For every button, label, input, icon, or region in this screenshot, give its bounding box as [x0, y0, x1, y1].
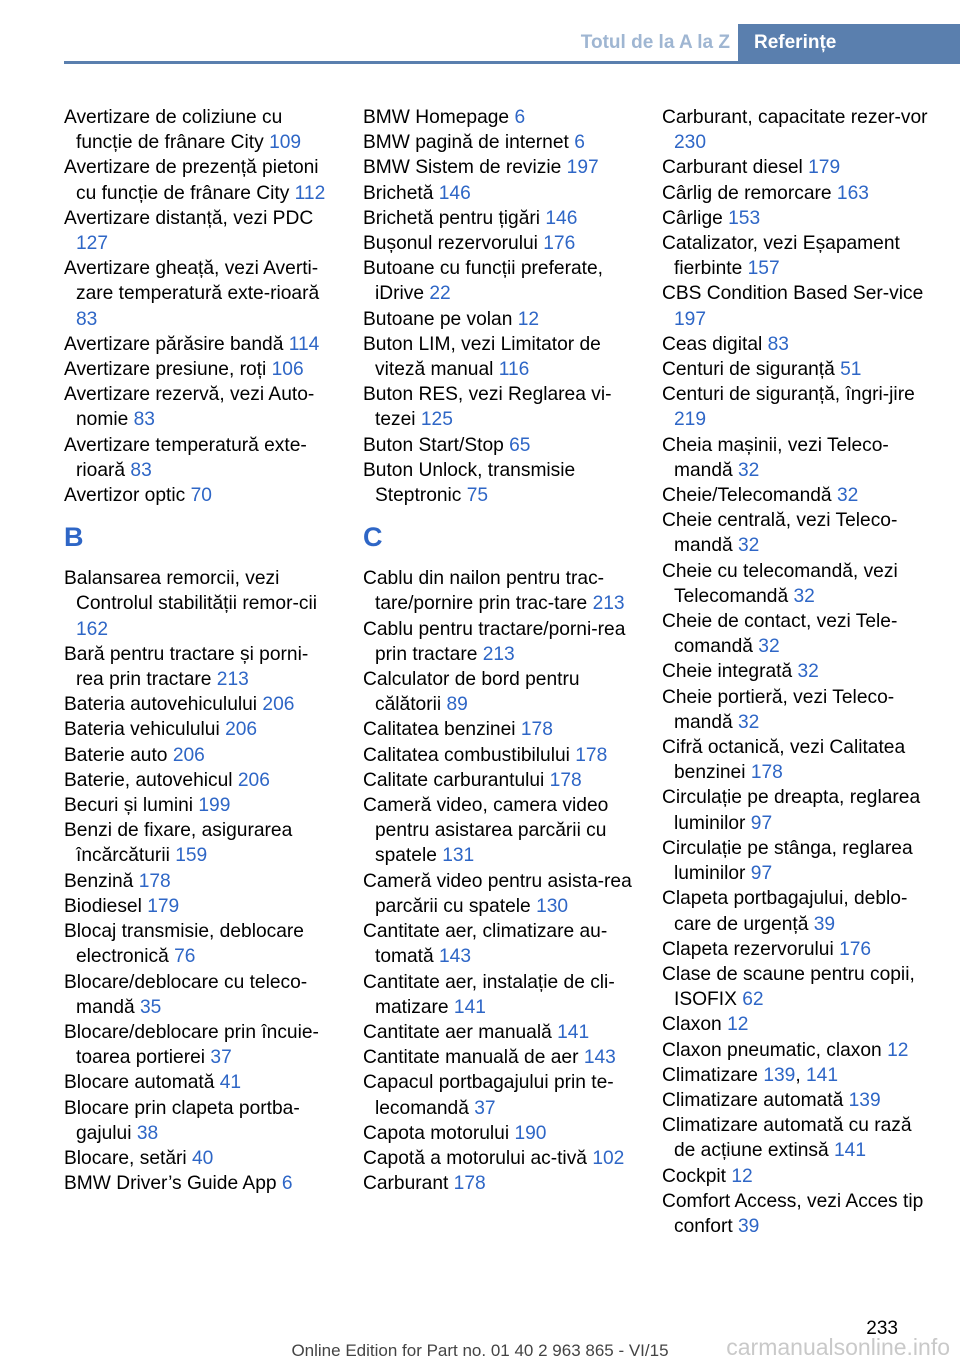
- page-link[interactable]: 32: [793, 585, 815, 607]
- index-entry: [64, 566, 334, 642]
- index-entry: [662, 785, 932, 835]
- index-term: Calculator de bord pentru călătorii: [363, 669, 580, 716]
- index-term: Brichetă pentru țigări: [363, 207, 541, 229]
- page-link[interactable]: 153: [728, 207, 761, 229]
- index-term: Balansarea remorcii, vezi Controlul stabilității remor-cii: [64, 568, 317, 615]
- page-link[interactable]: 176: [543, 233, 576, 255]
- page-link[interactable]: 106: [271, 359, 304, 381]
- index-term: Cablu din nailon pentru trac-tare/pornire prin trac-tare: [363, 568, 605, 615]
- index-entry: [662, 483, 932, 508]
- index-entry: [363, 307, 633, 332]
- page-link[interactable]: 12: [727, 1014, 749, 1036]
- page-link[interactable]: 89: [446, 694, 468, 716]
- section-letter: B: [64, 522, 84, 553]
- index-entry: [363, 1045, 633, 1070]
- page-link[interactable]: 37: [474, 1097, 496, 1119]
- index-entry: [363, 970, 633, 1020]
- index-term: Avertizare gheață, vezi Averti-zare temperatură exte-rioară: [64, 258, 320, 305]
- index-entry: [662, 685, 932, 735]
- index-entry: [363, 181, 633, 206]
- index-entry: [64, 155, 334, 205]
- page-link[interactable]: 39: [738, 1215, 760, 1237]
- page-link[interactable]: 83: [767, 333, 789, 355]
- index-entry: [662, 382, 932, 432]
- page-link[interactable]: 12: [731, 1165, 753, 1187]
- page-link[interactable]: 83: [76, 308, 98, 330]
- index-term: Butoane cu funcții preferate, iDrive: [363, 258, 603, 305]
- page-link[interactable]: 178: [549, 769, 582, 791]
- index-term: Carburant, capacitate rezer-vor: [662, 107, 928, 128]
- index-entry: [662, 937, 932, 962]
- index-term: Catalizator, vezi Eșapament fierbinte: [662, 233, 900, 280]
- page-link[interactable]: 219: [674, 409, 707, 431]
- page-link[interactable]: 213: [592, 593, 625, 615]
- index-entry: [363, 1146, 633, 1171]
- index-entry: [363, 793, 633, 869]
- index-term: BMW Sistem de revizie: [363, 157, 562, 179]
- page-link[interactable]: 197: [674, 308, 707, 330]
- header-section-tab[interactable]: Totul de la A la Z: [580, 32, 730, 53]
- index-entry: [662, 206, 932, 231]
- index-term: Blocare automată: [64, 1072, 215, 1094]
- index-term: Circulație pe dreapta, reglarea luminilor: [662, 787, 921, 834]
- index-entry: [64, 357, 334, 382]
- index-term: Cârlige: [662, 207, 723, 229]
- index-term: Climatizare automată cu rază de acțiune extinsă: [662, 1115, 912, 1162]
- index-entry: [662, 886, 932, 936]
- watermark: carmanualsonline.info: [726, 1334, 950, 1360]
- page-link[interactable]: 141: [557, 1021, 590, 1043]
- index-entry: [64, 1096, 334, 1146]
- index-entry: [363, 458, 633, 508]
- index-term: Cifră octanică, vezi Calitatea benzinei: [662, 737, 906, 784]
- page-link[interactable]: 112: [294, 182, 326, 204]
- index-term: Brichetă: [363, 182, 434, 204]
- index-term: Capacul portbagajului prin te-lecomandă: [363, 1072, 614, 1119]
- page-link[interactable]: 109: [269, 132, 302, 154]
- index-term: Claxon pneumatic, claxon: [662, 1039, 882, 1061]
- index-entry: [662, 231, 932, 281]
- index-term: Cameră video, camera video pentru asistarea parcării cu spatele: [363, 795, 609, 867]
- index-term: Blocare, setări: [64, 1147, 187, 1169]
- index-column-3: [662, 105, 932, 1239]
- edition-footer: Online Edition for Part no. 01 40 2 963 865 - VI/15: [291, 1341, 669, 1360]
- index-term: Bușonul rezervorului: [363, 233, 538, 255]
- index-term: Cheie/Telecomandă: [662, 485, 832, 507]
- index-column-1: [64, 105, 334, 1196]
- index-term: Becuri și lumini: [64, 795, 194, 817]
- index-entry: [662, 836, 932, 886]
- index-entry: [363, 256, 633, 306]
- index-term: Buton RES, vezi Reglarea vi-tezei: [363, 384, 612, 431]
- index-entry: [662, 181, 932, 206]
- index-term: Clapeta rezervorului: [662, 938, 834, 960]
- index-term: Buton Unlock, transmisie Steptronic: [363, 459, 576, 507]
- index-entry: [363, 231, 633, 256]
- index-entry: [363, 1121, 633, 1146]
- index-entry: [363, 717, 633, 742]
- page-link[interactable]: 127: [76, 233, 109, 255]
- index-entry: [64, 768, 334, 793]
- page-link[interactable]: 32: [738, 711, 760, 733]
- index-entry: [64, 1070, 334, 1095]
- page-link[interactable]: 41: [219, 1072, 242, 1094]
- page-link[interactable]: 206: [172, 744, 205, 766]
- page-link[interactable]: 199: [198, 795, 231, 817]
- page-link[interactable]: 130: [536, 895, 569, 917]
- index-entry: [662, 1038, 932, 1063]
- index-entry: [64, 692, 334, 717]
- index-entry: [363, 433, 633, 458]
- index-term: Benzină: [64, 870, 134, 892]
- page-link[interactable]: 206: [237, 769, 270, 791]
- index-term: Calitatea combustibilului: [363, 744, 570, 766]
- index-entry: [363, 130, 633, 155]
- index-term: Cameră video pentru asista-rea parcării cu spatele: [363, 870, 632, 917]
- index-entry: [662, 1088, 932, 1113]
- index-term: Bateria vehiculului: [64, 719, 220, 741]
- index-entry: [64, 869, 334, 894]
- index-entry: [662, 1189, 932, 1239]
- page-link[interactable]: 12: [517, 308, 540, 330]
- page-link[interactable]: 6: [281, 1173, 293, 1195]
- page-link[interactable]: 197: [566, 157, 599, 179]
- index-term: Carburant diesel: [662, 157, 803, 179]
- index-entry: [64, 382, 334, 432]
- index-entry: [363, 1171, 633, 1196]
- index-term: Climatizare: [662, 1064, 758, 1086]
- index-entry: [64, 919, 334, 969]
- page-link[interactable]: 230: [674, 132, 707, 154]
- index-entry: [64, 970, 334, 1020]
- page-link[interactable]: 146: [438, 182, 471, 204]
- index-term: Butoane pe volan: [363, 308, 513, 330]
- page-link[interactable]: 162: [76, 618, 109, 640]
- page-link[interactable]: 97: [750, 863, 773, 885]
- index-entry: [64, 256, 334, 332]
- index-term: Clapeta portbagajului, deblo-care de urgență: [662, 888, 908, 935]
- index-entry: [363, 1020, 633, 1045]
- index-term: Calitatea benzinei: [363, 719, 516, 741]
- index-entry: [64, 818, 334, 868]
- index-term: Avertizare distanță, vezi PDC: [64, 207, 314, 229]
- index-term: Cantitate aer manuală: [363, 1021, 552, 1043]
- page-link[interactable]: 206: [225, 719, 258, 741]
- index-entry: [662, 1113, 932, 1163]
- index-entry: [662, 332, 932, 357]
- index-term: CBS Condition Based Ser-vice: [662, 283, 924, 305]
- index-entry: [662, 962, 932, 1012]
- index-term: Ceas digital: [662, 333, 763, 355]
- page-number: 233: [866, 1318, 898, 1339]
- index-entry: [662, 735, 932, 785]
- page-link[interactable]: 6: [514, 107, 526, 128]
- page-link[interactable]: 163: [836, 182, 869, 204]
- page-link[interactable]: 32: [797, 661, 819, 683]
- index-entry: [363, 617, 633, 667]
- index-entry: [363, 206, 633, 231]
- index-entry: [363, 743, 633, 768]
- page-link[interactable]: 40: [191, 1147, 214, 1169]
- page-link[interactable]: 178: [750, 762, 783, 784]
- index-term: Cheie integrată: [662, 661, 793, 683]
- page-link[interactable]: 83: [133, 409, 155, 431]
- index-term: Avertizare presiune, roți: [64, 359, 267, 381]
- index-entry: [64, 894, 334, 919]
- index-entry: [363, 155, 633, 180]
- index-entry: [662, 1164, 932, 1189]
- index-term: Capotă a motorului ac-tivă: [363, 1147, 587, 1169]
- page-link[interactable]: 97: [750, 812, 773, 834]
- page-link[interactable]: 83: [130, 459, 152, 481]
- index-term: Cockpit: [662, 1165, 726, 1187]
- index-term: Bateria autovehiculului: [64, 694, 258, 716]
- index-entry: [662, 433, 932, 483]
- page-link[interactable]: 179: [808, 157, 841, 179]
- index-term: Biodiesel: [64, 895, 142, 917]
- page-link[interactable]: 32: [738, 459, 760, 481]
- page-link[interactable]: 146: [545, 207, 578, 229]
- index-term: Calitate carburantului: [363, 769, 545, 791]
- index-term: Cheie portieră, vezi Teleco-mandă: [662, 686, 895, 733]
- page-link[interactable]: 38: [136, 1122, 159, 1144]
- page-link[interactable]: 179: [147, 895, 180, 917]
- page-link[interactable]: 206: [262, 694, 295, 716]
- index-entry: [662, 508, 932, 558]
- page-link[interactable]: 62: [742, 989, 764, 1011]
- index-term: Cheie de contact, vezi Tele-comandă: [662, 611, 898, 658]
- index-term: Blocare/deblocare cu teleco-mandă: [64, 971, 308, 1018]
- page-link[interactable]: 141: [453, 996, 486, 1018]
- index-entry: [363, 919, 633, 969]
- index-term: Centuri de siguranță: [662, 359, 835, 381]
- page-link[interactable]: 143: [439, 946, 472, 968]
- page-link[interactable]: 178: [520, 719, 553, 741]
- page-link[interactable]: 131: [442, 845, 475, 867]
- index-term: Avertizare părăsire bandă: [64, 333, 284, 355]
- page-link[interactable]: 139: [763, 1064, 796, 1086]
- page-link[interactable]: 141: [806, 1064, 839, 1086]
- index-entry: [662, 609, 932, 659]
- index-entry: [662, 155, 932, 180]
- index-entry: [64, 717, 334, 742]
- index-entry: [64, 206, 334, 256]
- page-link[interactable]: 190: [514, 1122, 547, 1144]
- index-entry: [64, 642, 334, 692]
- index-term: Cârlig de remorcare: [662, 182, 832, 204]
- index-term: Blocare prin clapeta portba-gajului: [64, 1097, 300, 1144]
- index-term: Baterie, autovehicul: [64, 769, 233, 791]
- index-term: Blocare/deblocare prin încuie-toarea portierei: [64, 1021, 319, 1069]
- page-link[interactable]: 70: [190, 485, 212, 507]
- page-link[interactable]: 32: [758, 636, 780, 658]
- page-link[interactable]: 22: [429, 283, 451, 305]
- page-link[interactable]: 178: [138, 870, 171, 892]
- index-entry: [64, 1020, 334, 1070]
- index-term: Cantitate aer, climatizare au-tomată: [363, 921, 608, 968]
- index-term: Avertizor optic: [64, 485, 186, 507]
- index-term: Carburant: [363, 1173, 449, 1195]
- index-term: Bară pentru tractare și porni-rea prin tractare: [64, 643, 309, 691]
- index-term: BMW Driver’s Guide App: [64, 1173, 277, 1195]
- index-entry: [64, 743, 334, 768]
- page-link[interactable]: 213: [216, 669, 249, 691]
- index-entry: [363, 382, 633, 432]
- index-term: Avertizare de prezență pietoni cu funcție de frânare City: [64, 157, 319, 204]
- page-link[interactable]: 32: [738, 535, 760, 557]
- index-term: Avertizare temperatură exte-rioară: [64, 434, 307, 481]
- index-term: Avertizare de coliziune cu funcție de frânare City: [64, 107, 283, 154]
- page-link[interactable]: 37: [210, 1047, 232, 1069]
- page-link[interactable]: 176: [839, 938, 872, 960]
- page-link[interactable]: 39: [813, 913, 836, 935]
- index-entry: [662, 357, 932, 382]
- page-link[interactable]: 143: [583, 1047, 616, 1069]
- index-term: Blocaj transmisie, deblocare electronică: [64, 921, 304, 968]
- index-entry: [363, 1070, 633, 1120]
- header-rule: [64, 61, 960, 64]
- index-entry: [662, 105, 932, 155]
- header-active-tab[interactable]: Referințe: [738, 24, 960, 61]
- page-link[interactable]: 157: [747, 258, 780, 280]
- index-term: Capota motorului: [363, 1122, 510, 1144]
- page-link[interactable]: 6: [574, 132, 585, 154]
- page-link[interactable]: 116: [498, 359, 530, 381]
- index-term: Cheia mașinii, vezi Teleco-mandă: [662, 434, 889, 481]
- page-link[interactable]: 178: [453, 1173, 486, 1195]
- index-term: Cheie centrală, vezi Teleco-mandă: [662, 510, 898, 557]
- index-entry: [662, 281, 932, 331]
- index-term: BMW Homepage: [363, 107, 510, 128]
- index-term: Cheie cu telecomandă, vezi Telecomandă: [662, 560, 898, 607]
- index-entry: [662, 659, 932, 684]
- page-link[interactable]: 75: [466, 485, 489, 507]
- page-link[interactable]: 213: [482, 643, 515, 665]
- index-term: Comfort Access, vezi Acces tip confort: [662, 1190, 924, 1237]
- page-link[interactable]: 12: [887, 1039, 909, 1061]
- index-entry: [363, 869, 633, 919]
- index-term: Avertizare rezervă, vezi Auto-nomie: [64, 384, 315, 431]
- page-link[interactable]: 32: [836, 485, 859, 507]
- page-link[interactable]: 51: [840, 359, 862, 381]
- index-entry: [64, 332, 334, 357]
- index-term: Clase de scaune pentru copii, ISOFIX: [662, 963, 915, 1011]
- index-term: Climatizare automată: [662, 1089, 844, 1111]
- page-link[interactable]: 65: [509, 434, 531, 456]
- index-term: Claxon: [662, 1014, 722, 1036]
- index-term: BMW pagină de internet: [363, 132, 569, 154]
- page-link[interactable]: 159: [175, 845, 208, 867]
- index-term: Centuri de siguranță, îngri-jire: [662, 384, 915, 406]
- index-term: Cablu pentru tractare/porni-rea prin tractare: [363, 618, 626, 665]
- index-term: Circulație pe stânga, reglarea luminilor: [662, 837, 913, 885]
- page-link[interactable]: 35: [140, 996, 162, 1018]
- index-entry: [363, 667, 633, 717]
- page-link[interactable]: 102: [592, 1147, 625, 1169]
- index-term: Cantitate manuală de aer: [363, 1047, 579, 1069]
- index-entry: [363, 332, 633, 382]
- index-entry: [64, 1171, 334, 1196]
- index-entry: [363, 566, 633, 616]
- index-entry: [64, 433, 334, 483]
- page-link[interactable]: 125: [420, 409, 453, 431]
- index-entry: [662, 1012, 932, 1037]
- index-column-2: [363, 105, 633, 1196]
- index-entry: [64, 105, 334, 155]
- page-link[interactable]: 114: [288, 333, 320, 355]
- index-term: Baterie auto: [64, 744, 168, 766]
- index-term: Cantitate aer, instalație de cli-matizare: [363, 971, 615, 1018]
- index-term: Buton LIM, vezi Limitator de viteză manual: [363, 333, 601, 381]
- page-link[interactable]: 139: [848, 1089, 881, 1111]
- page-link[interactable]: 76: [174, 946, 196, 968]
- index-entry: [64, 1146, 334, 1171]
- index-term: Benzi de fixare, asigurarea încărcăturii: [64, 820, 293, 867]
- index-entry: [64, 793, 334, 818]
- index-entry: [363, 105, 633, 130]
- page-link[interactable]: 178: [575, 744, 608, 766]
- index-term: Buton Start/Stop: [363, 434, 504, 456]
- index-entry: [64, 483, 334, 508]
- index-entry: [363, 768, 633, 793]
- section-letter: C: [363, 522, 383, 553]
- index-entry: [662, 559, 932, 609]
- page-link[interactable]: 141: [834, 1140, 867, 1162]
- index-entry: Climatizare 139, 141: [662, 1064, 839, 1086]
